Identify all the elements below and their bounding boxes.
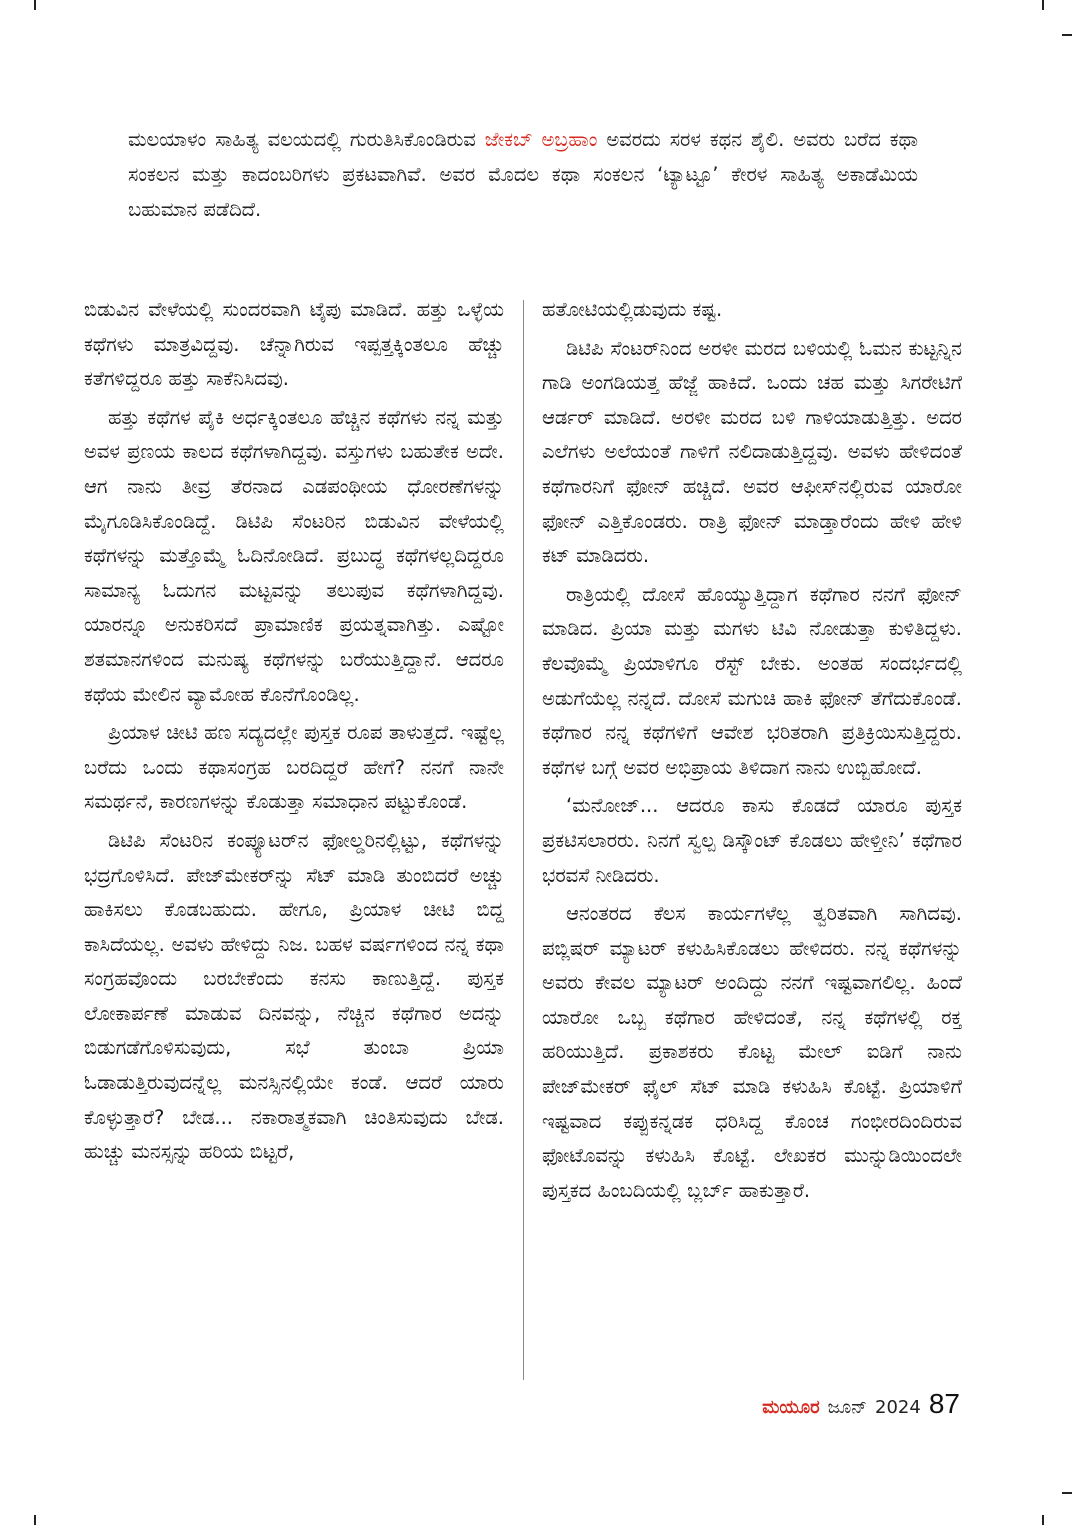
issue-year: 2024	[875, 1397, 921, 1418]
intro-text-rest: ಅವರದು ಸರಳ ಕಥನ ಶೈಲಿ. ಅವರು ಬರೆದ ಕಥಾ ಸಂಕಲನ ಮತ್ತು ಕಾದಂಬರಿಗಳು ಪ್ರಕಟವಾಗಿವೆ. ಅವರ ಮೊದಲ ಕಥಾ ಸಂಕಲನ ‘ಟ್ಯಾಟ್ಟೂ’ ಕೇರಳ ಸಾಹಿತ್ಯ ಅಕಾಡೆಮಿಯ ಬಹುಮಾನ ಪಡೆದಿದೆ.	[128, 128, 919, 221]
paragraph: ಹತ್ತು ಕಥೆಗಳ ಪೈಕಿ ಅರ್ಧಕ್ಕಿಂತಲೂ ಹೆಚ್ಚಿನ ಕಥೆಗಳು ನನ್ನ ಮತ್ತು ಅವಳ ಪ್ರಣಯ ಕಾಲದ ಕಥೆಗಳಾಗಿದ್ದವು. ವಸ್ತುಗಳು ಬಹುತೇಕ ಅದೇ. ಆಗ ನಾನು ತೀವ್ರ ತೆರನಾದ ಎಡಪಂಥೀಯ ಧೋರಣೆಗಳನ್ನು ಮೈಗೂಡಿಸಿಕೊಂಡಿದ್ದೆ. ಡಿಟಿಪಿ ಸೆಂಟರಿನ ಬಿಡುವಿನ ವೇಳೆಯಲ್ಲಿ ಕಥೆಗಳನ್ನು ಮತ್ತೊಮ್ಮೆ ಓದಿನೋಡಿದೆ. ಪ್ರಬುದ್ಧ ಕಥೆಗಳಲ್ಲದಿದ್ದರೂ ಸಾಮಾನ್ಯ ಓದುಗನ ಮಟ್ಟವನ್ನು ತಲುಪುವ ಕಥೆಗಳಾಗಿದ್ದವು. ಯಾರನ್ನೂ ಅನುಕರಿಸದೆ ಪ್ರಾಮಾಣಿಕ ಪ್ರಯತ್ನವಾಗಿತ್ತು. ಎಷ್ಟೋ ಶತಮಾನಗಳಿಂದ ಮನುಷ್ಯ ಕಥೆಗಳನ್ನು ಬರೆಯುತ್ತಿದ್ದಾನೆ. ಆದರೂ ಕಥೆಯ ಮೇಲಿನ ವ್ಯಾಮೋಹ ಕೊನೆಗೊಂಡಿಲ್ಲ.	[84, 405, 504, 706]
paragraph: ಬಿಡುವಿನ ವೇಳೆಯಲ್ಲಿ ಸುಂದರವಾಗಿ ಟೈಪು ಮಾಡಿದೆ. ಹತ್ತು ಒಳ್ಳೆಯ ಕಥೆಗಳು ಮಾತ್ರವಿದ್ದವು. ಚೆನ್ನಾಗಿರುವ ಇಪ್ಪತ್ತಕ್ಕಿಂತಲೂ ಹೆಚ್ಚು ಕತೆಗಳಿದ್ದರೂ ಹತ್ತು ಸಾಕೆನಿಸಿದವು.	[84, 298, 504, 391]
right-column	[542, 293, 962, 1208]
paragraph: ಆನಂತರದ ಕೆಲಸ ಕಾರ್ಯಗಳೆಲ್ಲ ತ್ವರಿತವಾಗಿ ಸಾಗಿದವು. ಪಬ್ಲಿಷರ್ ಮ್ಯಾಟರ್ ಕಳುಹಿಸಿಕೊಡಲು ಹೇಳಿದರು. ನನ್ನ ಕಥೆಗಳನ್ನು ಅವರು ಕೇವಲ ಮ್ಯಾಟರ್ ಅಂದಿದ್ದು ನನಗೆ ಇಷ್ಟವಾಗಲಿಲ್ಲ. ಹಿಂದೆ ಯಾರೋ ಒಬ್ಬ ಕಥೆಗಾರ ಹೇಳಿದಂತೆ, ನನ್ನ ಕಥೆಗಳಲ್ಲಿ ರಕ್ತ ಹರಿಯುತ್ತಿದೆ. ಪ್ರಕಾಶಕರು ಕೊಟ್ಟ ಮೇಲ್ ಐಡಿಗೆ ನಾನು ಪೇಜ್‌ಮೇಕರ್ ಫೈಲ್ ಸೆಟ್ ಮಾಡಿ ಕಳುಹಿಸಿ ಕೊಟ್ಟೆ. ಪ್ರಿಯಾಳಿಗೆ ಇಷ್ಟವಾದ ಕಪ್ಪುಕನ್ನಡಕ ಧರಿಸಿದ್ದ ಕೊಂಚ ಗಂಭೀರದಿಂದಿರುವ ಫೋಟೊವನ್ನು ಕಳುಹಿಸಿ ಕೊಟ್ಟೆ. ಲೇಖಕರ ಮುನ್ನುಡಿಯಿಂದಲೇ ಪುಸ್ತಕದ ಹಿಂಬದಿಯಲ್ಲಿ ಬ್ಲರ್ಬ್ ಹಾಕುತ್ತಾರೆ.	[542, 902, 962, 1202]
page-footer	[762, 1388, 960, 1420]
magazine-logo: ಮಯೂರ	[762, 1397, 820, 1418]
crop-mark-bottom-left	[34, 1515, 36, 1525]
paragraph: ಹತೋಟಿಯಲ್ಲಿಡುವುದು ಕಷ್ಟ.	[542, 298, 723, 321]
paragraph: ಡಿಟಿಪಿ ಸೆಂಟರ್‌ನಿಂದ ಅರಳೀ ಮರದ ಬಳಿಯಲ್ಲಿ ಓಮನ ಕುಟ್ಟನ್ನಿನ ಗಾಡಿ ಅಂಗಡಿಯತ್ತ ಹೆಜ್ಜೆ ಹಾಕಿದೆ. ಒಂದು ಚಹ ಮತ್ತು ಸಿಗರೇಟಿಗೆ ಆರ್ಡರ್ ಮಾಡಿದೆ. ಅರಳೀ ಮರದ ಬಳಿ ಗಾಳಿಯಾಡುತ್ತಿತ್ತು. ಅದರ ಎಲೆಗಳು ಅಲೆಯಂತೆ ಗಾಳಿಗೆ ನಲಿದಾಡುತ್ತಿದ್ದವು. ಅವಳು ಹೇಳಿದಂತೆ ಕಥೆಗಾರನಿಗೆ ಫೋನ್ ಹಚ್ಚಿದೆ. ಅವರ ಆಫೀಸ್‌ನಲ್ಲಿರುವ ಯಾರೋ ಫೋನ್ ಎತ್ತಿಕೊಂಡರು. ರಾತ್ರಿ ಫೋನ್ ಮಾಡ್ತಾರೆಂದು ಹೇಳಿ ಹೇಳಿ ಕಟ್ ಮಾಡಿದರು.	[542, 336, 962, 568]
left-column	[84, 293, 504, 1170]
paragraph: ‘ಮನೋಜ್... ಆದರೂ ಕಾಸು ಕೊಡದೆ ಯಾರೂ ಪುಸ್ತಕ ಪ್ರಕಟಿಸಲಾರರು. ನಿನಗೆ ಸ್ವಲ್ಪ ಡಿಸ್ಕೌಂಟ್ ಕೊಡಲು ಹೇಳ್ತೀನಿ’ ಕಥೆಗಾರ ಭರವಸೆ ನೀಡಿದರು.	[542, 794, 962, 887]
paragraph: ಪ್ರಿಯಾಳ ಚೀಟಿ ಹಣ ಸದ್ಯದಲ್ಲೇ ಪುಸ್ತಕ ರೂಪ ತಾಳುತ್ತದೆ. ಇಷ್ಟೆಲ್ಲ ಬರೆದು ಒಂದು ಕಥಾಸಂಗ್ರಹ ಬರದಿದ್ದರೆ ಹೇಗೆ? ನನಗೆ ನಾನೇ ಸಮರ್ಥನೆ, ಕಾರಣಗಳನ್ನು ಕೊಡುತ್ತಾ ಸಮಾಧಾನ ಪಟ್ಟುಕೊಂಡೆ.	[84, 721, 504, 814]
author-intro-box	[128, 122, 918, 227]
paragraph: ಡಿಟಿಪಿ ಸೆಂಟರಿನ ಕಂಪ್ಯೂಟರ್‌ನ ಫೋಲ್ಡರಿನಲ್ಲಿಟ್ಟು, ಕಥೆಗಳನ್ನು ಭದ್ರಗೊಳಿಸಿದೆ. ಪೇಜ್‌ಮೇಕರ್‌ನ್ನು ಸೆಟ್ ಮಾಡಿ ತುಂಬಿದರೆ ಅಚ್ಚು ಹಾಕಿಸಲು ಕೊಡಬಹುದು. ಹೇಗೂ, ಪ್ರಿಯಾಳ ಚೀಟಿ ಬಿದ್ದ ಕಾಸಿದೆಯಲ್ಲ. ಅವಳು ಹೇಳಿದ್ದು ನಿಜ. ಬಹಳ ವರ್ಷಗಳಿಂದ ನನ್ನ ಕಥಾ ಸಂಗ್ರಹವೊಂದು ಬರಬೇಕೆಂದು ಕನಸು ಕಾಣುತ್ತಿದ್ದೆ. ಪುಸ್ತಕ ಲೋಕಾರ್ಪಣೆ ಮಾಡುವ ದಿನವನ್ನು, ನೆಚ್ಚಿನ ಕಥೆಗಾರ ಅದನ್ನು ಬಿಡುಗಡೆಗೊಳಿಸುವುದು, ಸಭೆ ತುಂಬಾ ಪ್ರಿಯಾ ಓಡಾಡುತ್ತಿರುವುದನ್ನೆಲ್ಲ ಮನಸ್ಸಿನಲ್ಲಿಯೇ ಕಂಡೆ. ಆದರೆ ಯಾರು ಕೊಳ್ಳುತ್ತಾರೆ? ಬೇಡ... ನಕಾರಾತ್ಮಕವಾಗಿ ಚಿಂತಿಸುವುದು ಬೇಡ. ಹುಚ್ಚು ಮನಸ್ಸನ್ನು ಹರಿಯ ಬಿಟ್ಟರೆ,	[84, 828, 504, 1164]
column-divider	[523, 300, 524, 1380]
crop-mark-top-right	[1042, 0, 1044, 10]
author-name: ಜೇಕಬ್ ಅಬ್ರಹಾಂ	[484, 128, 598, 151]
crop-mark-right-upper	[1062, 34, 1072, 36]
intro-text-start: ಮಲಯಾಳಂ ಸಾಹಿತ್ಯ ವಲಯದಲ್ಲಿ ಗುರುತಿಸಿಕೊಂಡಿರುವ	[128, 128, 485, 151]
page-number: 87	[928, 1388, 960, 1419]
crop-mark-right-lower	[1062, 1492, 1072, 1494]
paragraph: ರಾತ್ರಿಯಲ್ಲಿ ದೋಸೆ ಹೊಯ್ಯುತ್ತಿದ್ದಾಗ ಕಥೆಗಾರ ನನಗೆ ಫೋನ್ ಮಾಡಿದ. ಪ್ರಿಯಾ ಮತ್ತು ಮಗಳು ಟಿವಿ ನೋಡುತ್ತಾ ಕುಳಿತಿದ್ದಳು. ಕೆಲವೊಮ್ಮೆ ಪ್ರಿಯಾಳಿಗೂ ರೆಸ್ಟ್ ಬೇಕು. ಅಂತಹ ಸಂದರ್ಭದಲ್ಲಿ ಅಡುಗೆಯೆಲ್ಲ ನನ್ನದೆ. ದೋಸೆ ಮಗುಚಿ ಹಾಕಿ ಫೋನ್ ತೆಗೆದುಕೊಂಡೆ. ಕಥೆಗಾರ ನನ್ನ ಕಥೆಗಳಿಗೆ ಆವೇಶ ಭರಿತರಾಗಿ ಪ್ರತಿಕ್ರಿಯಿಸುತ್ತಿದ್ದರು. ಕಥೆಗಳ ಬಗ್ಗೆ ಅವರ ಅಭಿಪ್ರಾಯ ತಿಳಿದಾಗ ನಾನು ಉಬ್ಬಿಹೋದೆ.	[542, 582, 962, 779]
crop-mark-bottom-right	[1042, 1515, 1044, 1525]
issue-month: ಜೂನ್	[827, 1397, 868, 1418]
crop-mark-top-left	[34, 0, 36, 10]
